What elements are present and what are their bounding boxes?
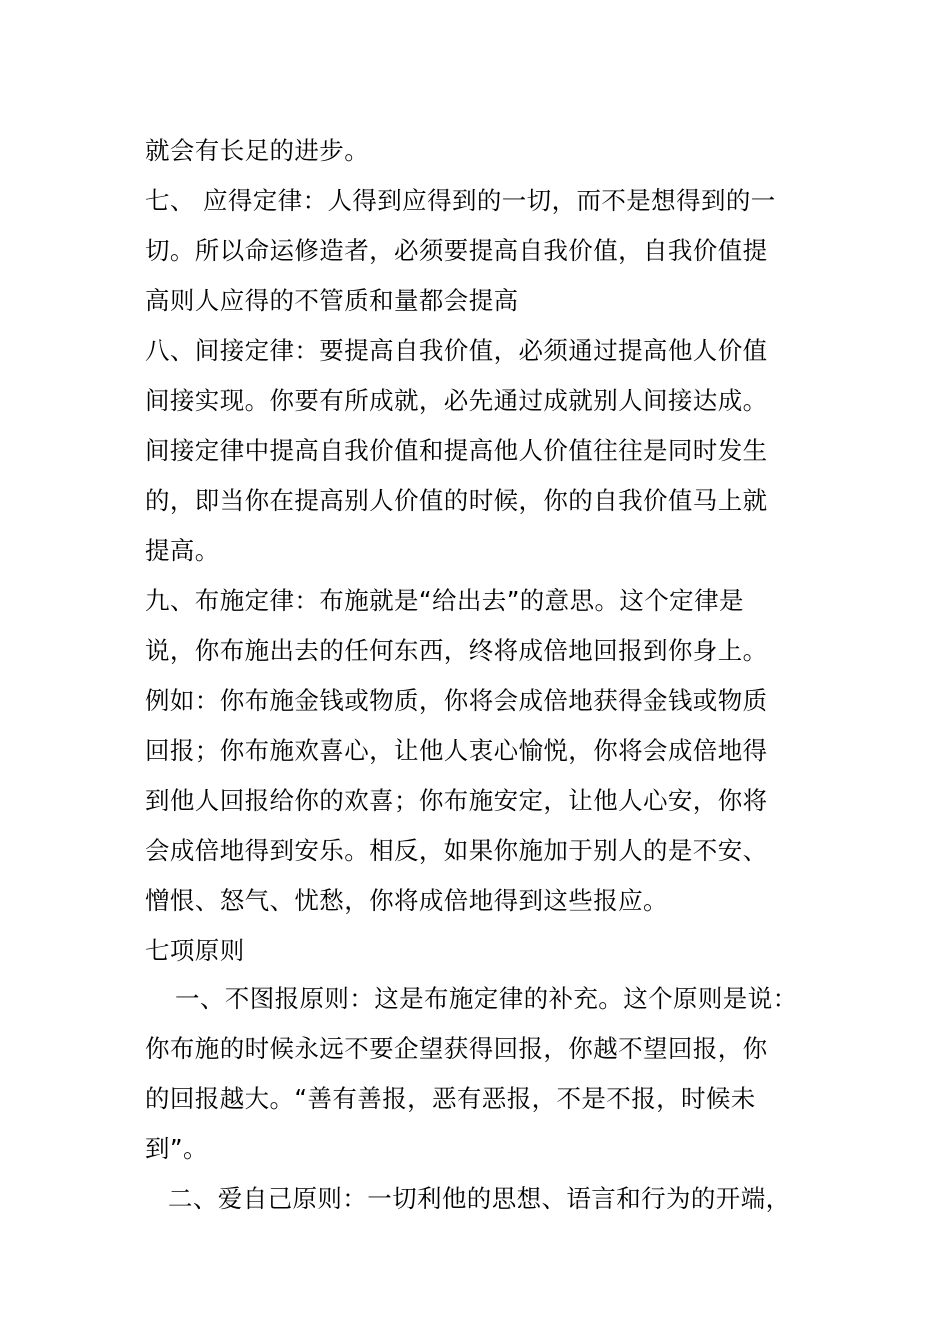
text-line-22: 二、爱自己原则：一切利他的思想、语言和行为的开端， — [168, 1184, 791, 1213]
text-line-21: 到”。 — [145, 1134, 208, 1163]
text-line-18: 一、不图报原则：这是布施定律的补充。这个原则是说： — [175, 984, 798, 1013]
text-line-19: 你布施的时候永远不要企望获得回报，你越不望回报，你 — [145, 1034, 768, 1063]
text-line-1: 就会有长足的进步。 — [145, 136, 370, 165]
text-line-5: 八、间接定律：要提高自我价值，必须通过提高他人价值 — [145, 336, 768, 365]
text-line-12: 例如：你布施金钱或物质，你将会成倍地获得金钱或物质 — [145, 686, 768, 715]
text-line-7: 间接定律中提高自我价值和提高他人价值往往是同时发生 — [145, 436, 768, 465]
text-line-20: 的回报越大。“善有善报，恶有恶报，不是不报，时候未 — [145, 1084, 756, 1113]
text-line-15: 会成倍地得到安乐。相反，如果你施加于别人的是不安、 — [145, 836, 768, 865]
text-line-10: 九、布施定律：布施就是“给出去”的意思。这个定律是 — [145, 586, 744, 615]
text-line-16: 憎恨、怒气、忧愁，你将成倍地得到这些报应。 — [145, 886, 668, 915]
text-line-11: 说，你布施出去的任何东西，终将成倍地回报到你身上。 — [145, 636, 768, 665]
section-heading: 七项原则 — [145, 936, 245, 965]
text-line-13: 回报；你布施欢喜心，让他人衷心愉悦，你将会成倍地得 — [145, 736, 768, 765]
text-line-3: 切。所以命运修造者，必须要提高自我价值，自我价值提 — [145, 236, 768, 265]
text-line-8: 的，即当你在提高别人价值的时候，你的自我价值马上就 — [145, 486, 768, 515]
text-line-4: 高则人应得的不管质和量都会提高 — [145, 286, 519, 315]
text-line-6: 间接实现。你要有所成就，必先通过成就别人间接达成。 — [145, 386, 768, 415]
text-line-2: 七、 应得定律：人得到应得到的一切，而不是想得到的一 — [145, 186, 776, 215]
text-line-9: 提高。 — [145, 536, 220, 565]
text-line-14: 到他人回报给你的欢喜；你布施安定，让他人心安，你将 — [145, 786, 768, 815]
